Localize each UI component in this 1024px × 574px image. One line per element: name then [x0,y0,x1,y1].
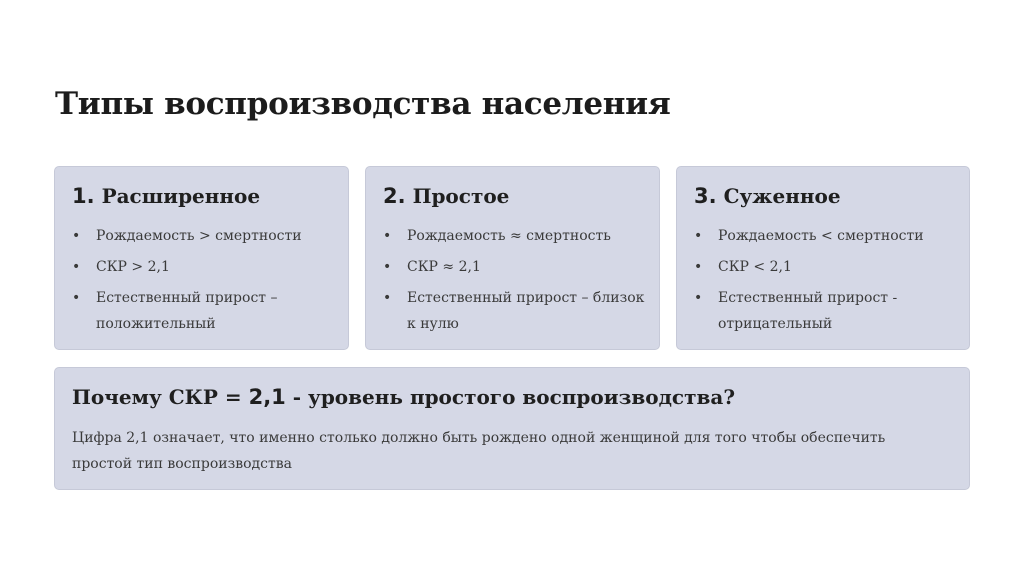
list-item-text: Естественный прирост – близок к нулю [407,290,645,332]
bullet-icon: • [694,259,703,275]
bullet-icon: • [72,228,81,244]
list-item-text: СКР ≈ 2,1 [407,259,481,275]
card-number: 2. [383,184,406,208]
list-item [72,285,336,337]
list-item [694,223,957,249]
question-card [54,367,970,490]
list-item [72,254,336,280]
card-bullet-list [694,223,957,342]
card-expanded [54,166,349,350]
card-bullet-list [383,223,647,342]
card-heading [694,184,841,208]
list-item [72,223,336,249]
page-title: Типы воспроизводства населения [55,86,671,122]
bullet-icon: • [383,259,392,275]
list-item-text: СКР > 2,1 [96,259,170,275]
list-item [694,254,957,280]
list-item [383,254,647,280]
list-item-text: Рождаемость < смертности [718,228,924,244]
bullet-icon: • [694,228,703,244]
card-number: 1. [72,184,95,208]
bullet-icon: • [383,228,392,244]
bullet-icon: • [694,290,703,306]
card-title: Суженное [723,184,841,208]
list-item-text: Естественный прирост - отрицательный [718,290,898,332]
card-heading [383,184,509,208]
card-heading [72,184,260,208]
list-item [694,285,957,337]
list-item-text: Естественный прирост – положительный [96,290,278,332]
card-number: 3. [694,184,717,208]
question-answer-text: Цифра 2,1 означает, что именно столько должно быть рождено одной женщиной для того чтобы обеспечить простой тип воспроизводства [72,430,886,472]
list-item [383,285,647,337]
card-title: Расширенное [101,184,261,208]
question-heading [72,385,735,409]
list-item-text: Рождаемость ≈ смертность [407,228,611,244]
list-item-text: СКР < 2,1 [718,259,792,275]
list-item [383,223,647,249]
list-item-text: Рождаемость > смертности [96,228,302,244]
card-simple [365,166,660,350]
bullet-icon: • [383,290,392,306]
card-bullet-list [72,223,336,342]
question-suffix: - уровень простого воспроизводства? [292,385,736,409]
bullet-icon: • [72,290,81,306]
card-title: Простое [412,184,510,208]
bullet-icon: • [72,259,81,275]
question-prefix: Почему СКР = [72,385,242,409]
card-narrowed [676,166,970,350]
question-number: 2,1 [248,385,286,409]
